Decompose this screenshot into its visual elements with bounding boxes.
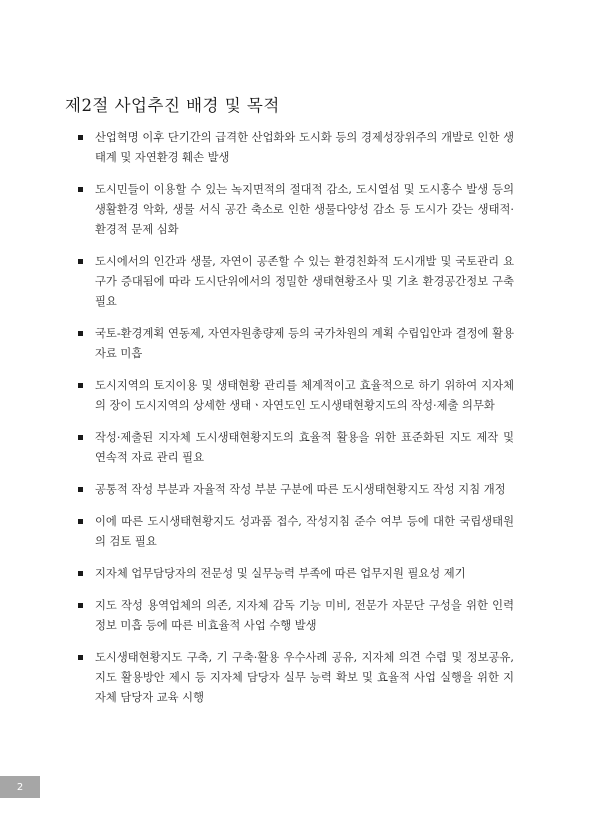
square-bullet-icon bbox=[78, 655, 83, 660]
list-item-text: 도시지역의 토지이용 및 생태현황 관리를 체계적이고 효율적으로 하기 위하여 지자체의 장이 도시지역의 상세한 생태ㆍ자연도인 도시생태현황지도의 작성·제출 의무화 bbox=[95, 379, 514, 412]
list-item-text: 지자체 업무담당자의 전문성 및 실무능력 부족에 따른 업무지원 필요성 제기 bbox=[95, 567, 466, 580]
list-item-text: 산업혁명 이후 단기간의 급격한 산업화와 도시화 등의 경제성장위주의 개발로 인한 생태계 및 자연환경 훼손 발생 bbox=[95, 131, 514, 164]
section-heading: 제2절 사업추진 배경 및 목적 bbox=[65, 96, 280, 115]
square-bullet-icon bbox=[78, 519, 83, 524]
list-item-text: 공통적 작성 부분과 자율적 작성 부분 구분에 따른 도시생태현황지도 작성 지침 개정 bbox=[95, 483, 506, 496]
list-item bbox=[78, 480, 514, 500]
square-bullet-icon bbox=[78, 331, 83, 336]
list-item bbox=[78, 596, 514, 636]
list-item-text: 이에 따른 도시생태현황지도 성과품 접수, 작성지침 준수 여부 등에 대한 국립생태원의 검토 필요 bbox=[95, 515, 514, 548]
square-bullet-icon bbox=[78, 259, 83, 264]
list-item-text: 지도 작성 용역업체의 의존, 지자체 감독 기능 미비, 전문가 자문단 구성을 위한 인력정보 미흡 등에 따른 비효율적 사업 수행 발생 bbox=[95, 599, 514, 632]
square-bullet-icon bbox=[78, 435, 83, 440]
list-item-text: 도시에서의 인간과 생물, 자연이 공존할 수 있는 환경친화적 도시개발 및 국토관리 요구가 증대됨에 따라 도시단위에서의 정밀한 생태현황조사 및 기초 환경공간정보 구축 필요 bbox=[95, 255, 514, 308]
list-item bbox=[78, 180, 514, 240]
square-bullet-icon bbox=[78, 487, 83, 492]
list-item-text: 작성·제출된 지자체 도시생태현황지도의 효율적 활용을 위한 표준화된 지도 제작 및 연속적 자료 관리 필요 bbox=[95, 431, 514, 464]
square-bullet-icon bbox=[78, 187, 83, 192]
list-item bbox=[78, 564, 514, 584]
list-item bbox=[78, 428, 514, 468]
list-item bbox=[78, 512, 514, 552]
square-bullet-icon bbox=[78, 571, 83, 576]
square-bullet-icon bbox=[78, 383, 83, 388]
page-number: 2 bbox=[0, 776, 40, 798]
list-item bbox=[78, 252, 514, 312]
list-item bbox=[78, 376, 514, 416]
list-item bbox=[78, 648, 514, 708]
square-bullet-icon bbox=[78, 135, 83, 140]
bullet-list bbox=[78, 128, 514, 720]
list-item bbox=[78, 324, 514, 364]
list-item-text: 국토-환경계획 연동제, 자연자원총량제 등의 국가차원의 계획 수립입안과 결정에 활용 자료 미흡 bbox=[95, 327, 514, 360]
list-item-text: 도시민들이 이용할 수 있는 녹지면적의 절대적 감소, 도시열섬 및 도시홍수 발생 등의 생활환경 악화, 생물 서식 공간 축소로 인한 생물다양성 감소 등 도시가 갖는 생태적·환경적 문제 심화 bbox=[95, 183, 514, 236]
list-item bbox=[78, 128, 514, 168]
square-bullet-icon bbox=[78, 603, 83, 608]
list-item-text: 도시생태현황지도 구축, 기 구축·활용 우수사례 공유, 지자체 의견 수렴 및 정보공유, 지도 활용방안 제시 등 지자체 담당자 실무 능력 확보 및 효율적 사업 실행을 위한 지자체 담당자 교육 시행 bbox=[95, 651, 514, 704]
